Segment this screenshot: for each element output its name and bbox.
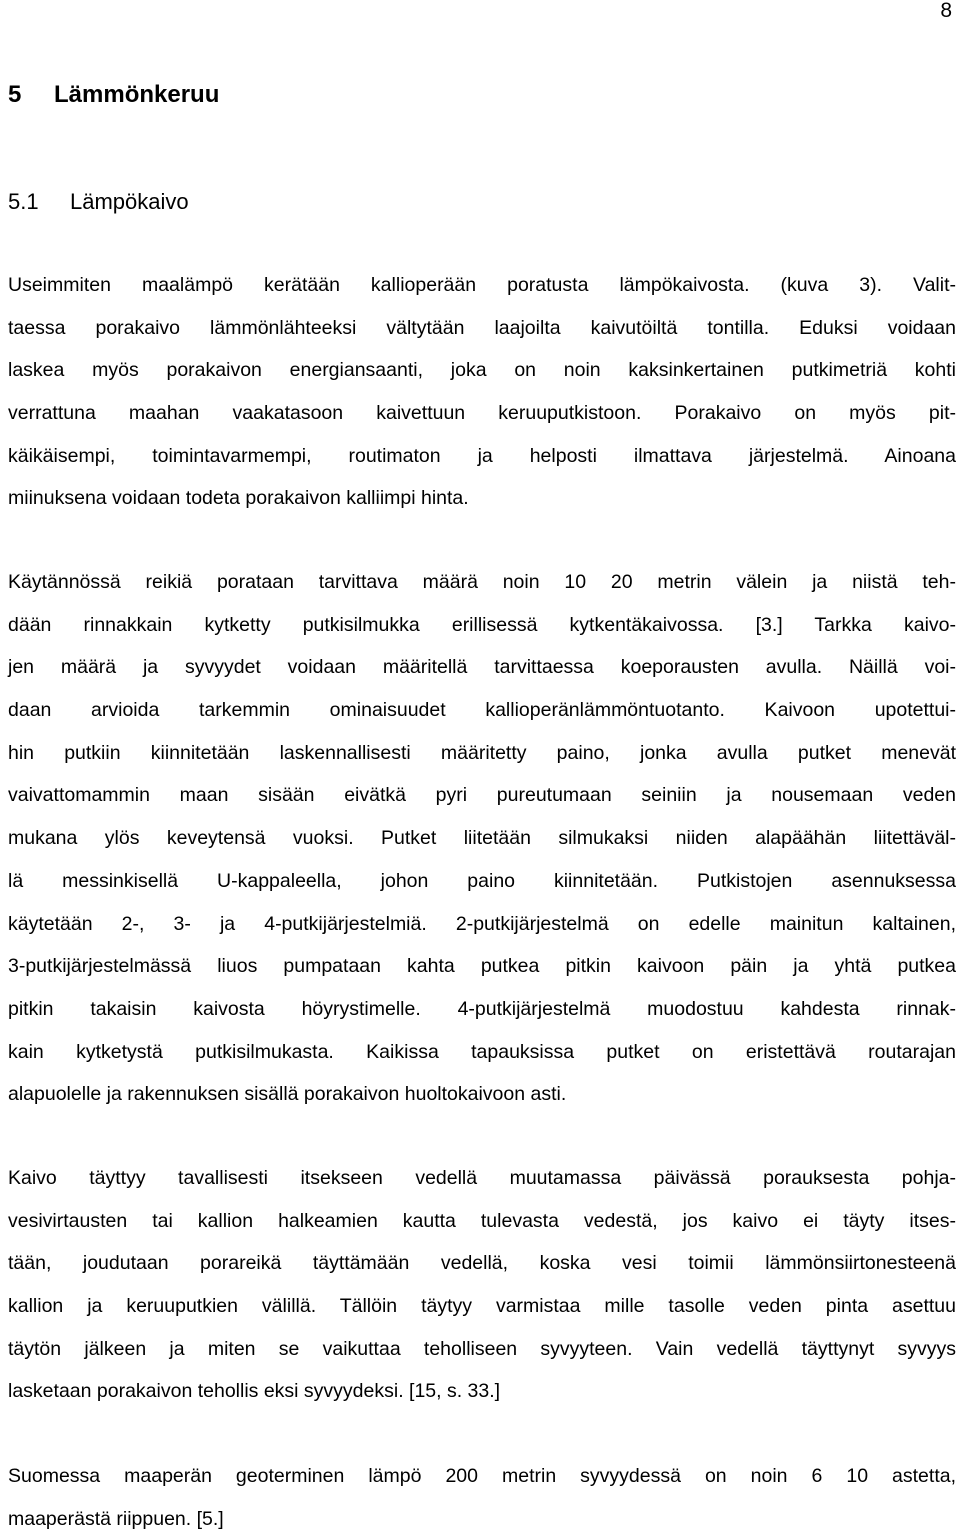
paragraph-line: alapuolelle ja rakennuksen sisällä porakaivon huoltokaivoon asti. [8, 1083, 567, 1106]
paragraph-line: tään, joudutaan porareikä täyttämään vedellä, koska vesi toimii lämmönsiirtonesteenä [8, 1252, 956, 1275]
paragraph-line: lä messinkisellä U-kappaleella, johon paino kiinnitetään. Putkistojen asennuksessa [8, 869, 956, 892]
section-number: 5.1 [8, 189, 39, 214]
section-heading [8, 187, 189, 217]
paragraph-line: Suomessa maaperän geoterminen lämpö 200 metrin syvyydessä on noin 6 10 astetta, [8, 1465, 956, 1487]
paragraph-drilling-practice [8, 561, 956, 1116]
paragraph-line: mukana ylös keveytensä vuoksi. Putket liitetään silmukaksi niiden alapäähän liitettäväl- [8, 827, 956, 850]
paragraph-line: käytetään 2-, 3- ja 4-putkijärjestelmiä. 2-putkijärjestelmä on edelle mainitun kaltainen, [8, 912, 956, 935]
paragraph-line: verrattuna maahan vaakatasoon kaivettuun keruuputkistoon. Porakaivo on myös pit- [8, 402, 956, 425]
paragraph-line: käikäisempi, toimintavarmempi, routimaton ja helposti ilmattava järjestelmä. Ainoana [8, 444, 956, 467]
paragraph-line: täytön jälkeen ja miten se vaikuttaa teholliseen syvyyteen. Vain vedellä täyttynyt syvyys [8, 1337, 956, 1360]
paragraph-line: jen määrä ja syvyydet voidaan määritellä tarvittaessa koeporausten avulla. Näillä voi- [8, 656, 956, 679]
paragraph-geothermal-heat [8, 1455, 956, 1540]
paragraph-well-filling [8, 1157, 956, 1413]
paragraph-line: hin putkiin kiinnitetään laskennallisesti määritetty paino, jonka avulla putket menevät [8, 741, 956, 764]
paragraph-line: taessa porakaivo lämmönlähteeksi vältytään laajoilta kaivutöiltä tontilla. Eduksi voidaan [8, 316, 956, 339]
page-number: 8 [940, 0, 952, 22]
chapter-title: Lämmönkeruu [54, 81, 220, 108]
paragraph-line: vaivattomammin maan sisään eivätkä pyri pureutumaan seiniin ja nousemaan veden [8, 784, 956, 807]
paragraph-drilled-well-intro [8, 264, 956, 520]
paragraph-line: miinuksena voidaan todeta porakaivon kalliimpi hinta. [8, 487, 469, 510]
paragraph-line: Kaivo täyttyy tavallisesti itsekseen vedellä muutamassa päivässä porauksesta pohja- [8, 1167, 956, 1189]
paragraph-line: dään rinnakkain kytketty putkisilmukka erillisessä kytkentäkaivossa. [3.] Tarkka kaivo- [8, 613, 956, 636]
paragraph-line: laskea myös porakaivon energiansaanti, joka on noin kaksinkertainen putkimetriä kohti [8, 359, 956, 382]
paragraph-line: 3-putkijärjestelmässä liuos pumpataan kahta putkea pitkin kaivoon päin ja yhtä putkea [8, 955, 956, 978]
paragraph-line: vesivirtausten tai kallion halkeamien kautta tulevasta vedestä, jos kaivo ei täyty itses- [8, 1209, 956, 1232]
chapter-number: 5 [8, 81, 22, 108]
paragraph-line: kain kytketystä putkisilmukasta. Kaikissa tapauksissa putket on eristettävä routarajan [8, 1040, 956, 1063]
paragraph-line: Käytännössä reikiä porataan tarvittava määrä noin 10 20 metrin välein ja niistä teh- [8, 571, 956, 593]
paragraph-line: daan arvioida tarkemmin ominaisuudet kallioperänlämmöntuotanto. Kaivoon upotettui- [8, 699, 956, 722]
chapter-heading [8, 80, 219, 110]
paragraph-line: pitkin takaisin kaivosta höyrystimelle. 4-putkijärjestelmä muodostuu kahdesta rinnak- [8, 997, 956, 1020]
section-title: Lämpökaivo [70, 189, 189, 214]
paragraph-line: Useimmiten maalämpö kerätään kallioperään poratusta lämpökaivosta. (kuva 3). Valit- [8, 274, 956, 296]
paragraph-line: kallion ja keruuputkien välillä. Tällöin täytyy varmistaa mille tasolle veden pinta asettuu [8, 1295, 956, 1318]
paragraph-line: lasketaan porakaivon tehollis eksi syvyydeksi. [15, s. 33.] [8, 1380, 501, 1403]
paragraph-line: maaperästä riippuen. [5.] [8, 1507, 224, 1530]
